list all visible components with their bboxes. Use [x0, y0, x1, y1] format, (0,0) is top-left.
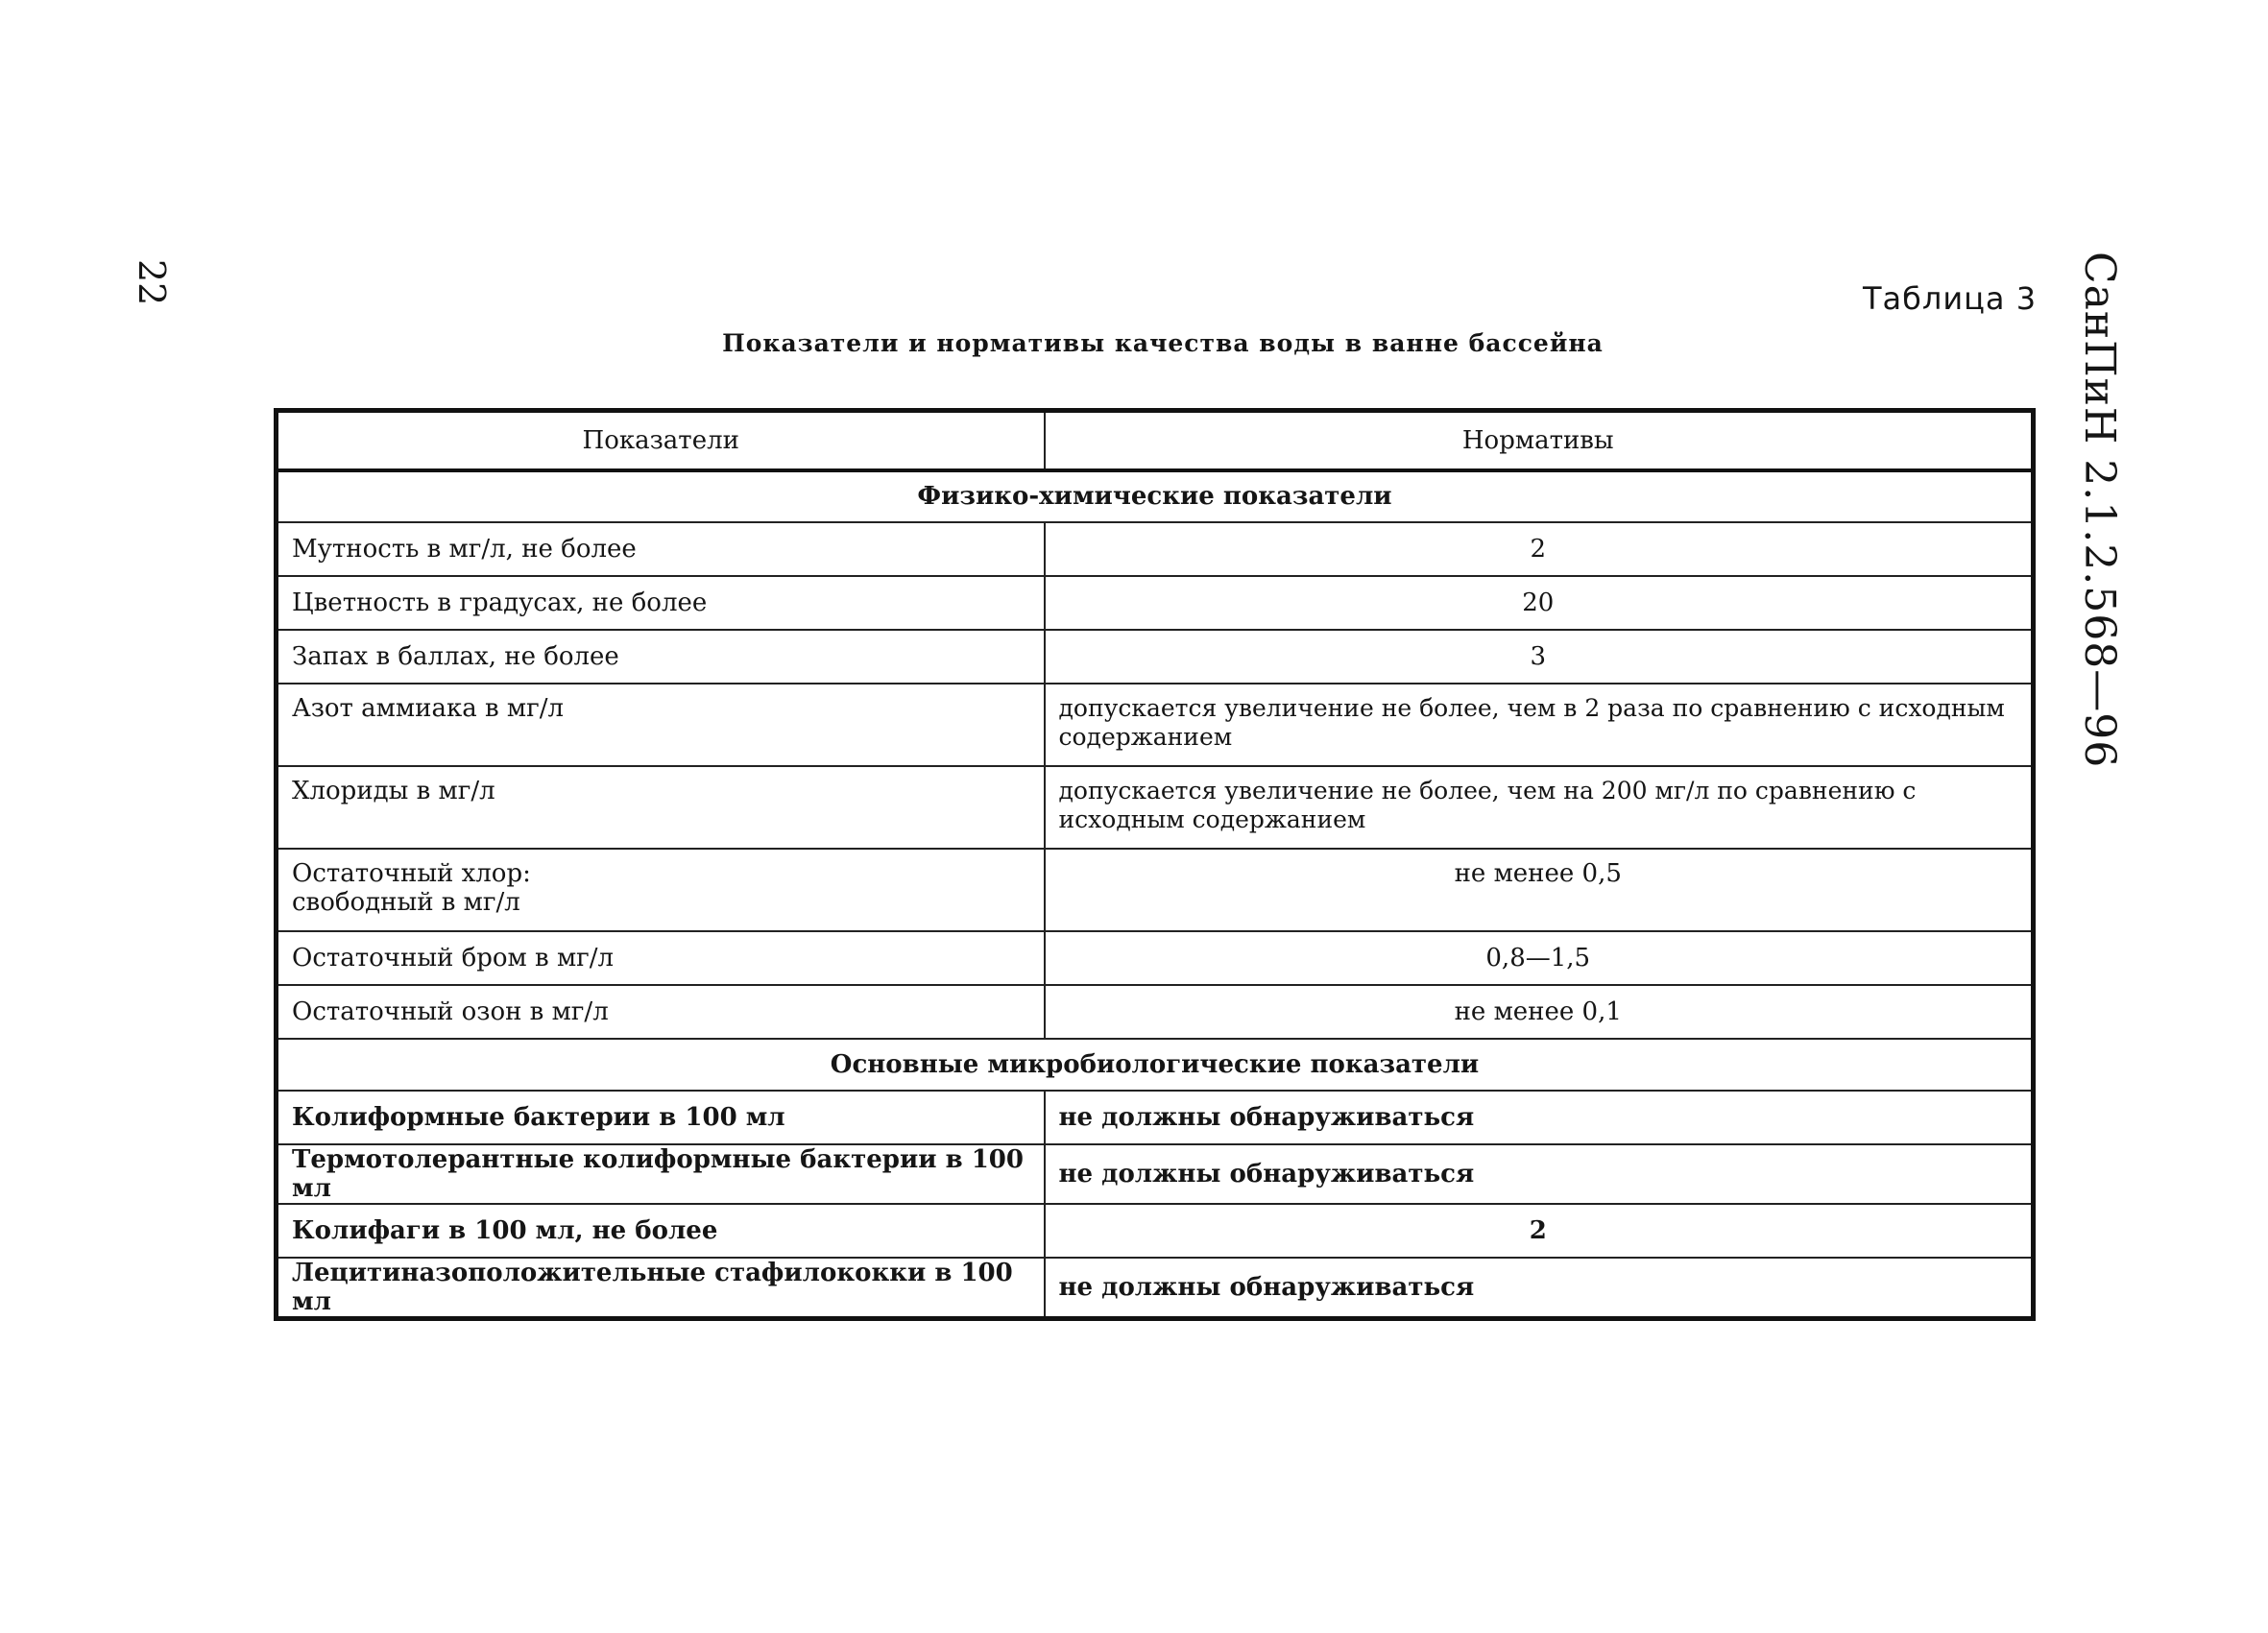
indicator-name: Термотолерантные колиформные бактерии в 100 мл	[277, 1144, 1045, 1204]
indicator-norm: 2	[1045, 522, 2034, 576]
table-row	[277, 766, 2034, 849]
indicator-norm: не должны обнаруживаться	[1045, 1144, 2034, 1204]
table-header-row	[277, 411, 2034, 470]
indicator-norm: не должны обнаруживаться	[1045, 1258, 2034, 1319]
indicator-name-line2: свободный в мг/л	[292, 887, 520, 917]
indicator-norm: не менее 0,5	[1045, 849, 2034, 931]
indicator-norm: допускается увеличение не более, чем на 200 мг/л по сравнению с исходным содержанием	[1045, 766, 2034, 849]
indicator-norm: 3	[1045, 630, 2034, 684]
table-title: Показатели и нормативы качества воды в ванне бассейна	[722, 329, 1604, 357]
indicator-name: Хлориды в мг/л	[277, 766, 1045, 849]
indicator-name: Запах в баллах, не более	[277, 630, 1045, 684]
header-norms: Нормативы	[1045, 411, 2034, 470]
section-physchem: Физико-химические показатели	[277, 470, 2034, 522]
indicator-name: Остаточный бром в мг/л	[277, 931, 1045, 985]
indicator-name: Остаточный озон в мг/л	[277, 985, 1045, 1039]
indicator-norm: допускается увеличение не более, чем в 2 раза по сравнению с исходным содержанием	[1045, 684, 2034, 766]
indicator-norm: 20	[1045, 576, 2034, 630]
table-row	[277, 931, 2034, 985]
table-row	[277, 684, 2034, 766]
table-row	[277, 849, 2034, 931]
table-row	[277, 630, 2034, 684]
table-row	[277, 576, 2034, 630]
indicator-name	[277, 849, 1045, 931]
header-indicators: Показатели	[277, 411, 1045, 470]
indicator-name: Мутность в мг/л, не более	[277, 522, 1045, 576]
water-quality-table	[274, 408, 2036, 1321]
document-code: СанПиН 2.1.2.568—96	[2075, 252, 2124, 769]
page-number: 22	[131, 259, 173, 306]
table-row	[277, 1258, 2034, 1319]
indicator-norm: 2	[1045, 1204, 2034, 1258]
section-row	[277, 1039, 2034, 1091]
indicator-norm: не менее 0,1	[1045, 985, 2034, 1039]
section-micro: Основные микробиологические показатели	[277, 1039, 2034, 1091]
table-row	[277, 522, 2034, 576]
indicator-norm: не должны обнаруживаться	[1045, 1091, 2034, 1144]
table-row	[277, 1144, 2034, 1204]
table-label: Таблица 3	[1863, 280, 2038, 317]
indicator-name: Азот аммиака в мг/л	[277, 684, 1045, 766]
indicator-name: Цветность в градусах, не более	[277, 576, 1045, 630]
indicator-name-line1: Остаточный хлор:	[292, 858, 531, 888]
table-row	[277, 1204, 2034, 1258]
indicator-norm: 0,8—1,5	[1045, 931, 2034, 985]
table-row	[277, 1091, 2034, 1144]
indicator-name: Лецитиназоположительные стафилококки в 100 мл	[277, 1258, 1045, 1319]
indicator-name: Колифаги в 100 мл, не более	[277, 1204, 1045, 1258]
section-row	[277, 470, 2034, 522]
table-row	[277, 985, 2034, 1039]
indicator-name: Колиформные бактерии в 100 мл	[277, 1091, 1045, 1144]
